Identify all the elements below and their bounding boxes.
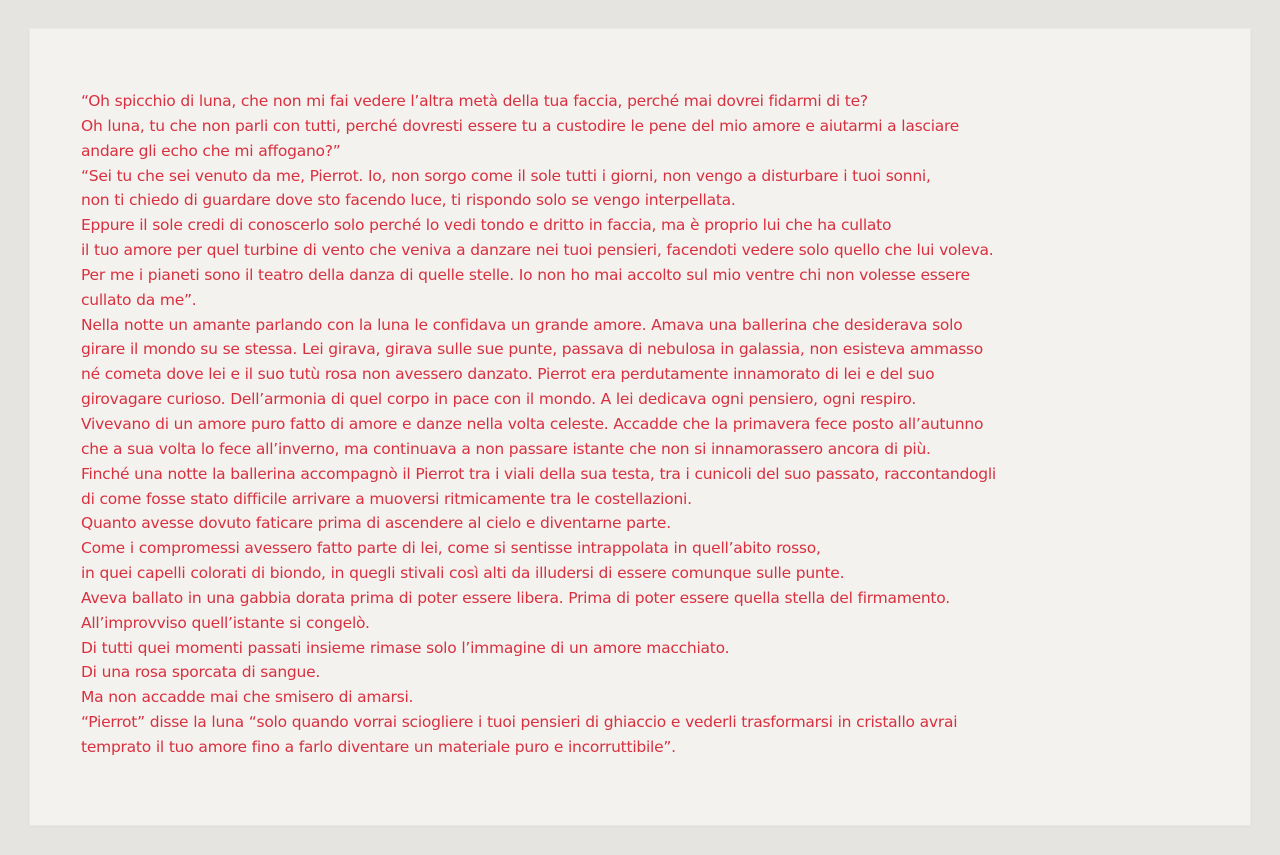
text-line: Quanto avesse dovuto faticare prima di ascendere al cielo e diventarne parte. <box>81 514 671 533</box>
text-line: Per me i pianeti sono il teatro della danza di quelle stelle. Io non ho mai accolto sul mio ventre chi non volesse essere <box>81 265 970 284</box>
text-line: Aveva ballato in una gabbia dorata prima di poter essere libera. Prima di poter essere quella stella del firmamento. <box>81 588 950 607</box>
text-line: temprato il tuo amore fino a farlo diventare un materiale puro e incorruttibile”. <box>81 737 676 756</box>
text-line: di come fosse stato difficile arrivare a muoversi ritmicamente tra le costellazioni. <box>81 489 692 508</box>
text-line: Ma non accadde mai che smisero di amarsi. <box>81 688 414 707</box>
text-line: “Oh spicchio di luna, che non mi fai vedere l’altra metà della tua faccia, perché mai dovrei fidarmi di te? <box>81 92 868 110</box>
text-line: Oh luna, tu che non parli con tutti, perché dovresti essere tu a custodire le pene del mio amore e aiutarmi a lasciare <box>81 116 960 135</box>
text-line: il tuo amore per quel turbine di vento che veniva a danzare nei tuoi pensieri, facendoti vedere solo quello che lui voleva. <box>81 241 994 260</box>
poem-text <box>81 89 1201 760</box>
text-line: andare gli echo che mi affogano?” <box>81 141 341 160</box>
text-line: Di tutti quei momenti passati insieme rimase solo l’immagine di un amore macchiato. <box>81 638 730 657</box>
text-line: Nella notte un amante parlando con la luna le confidava un grande amore. Amava una ballerina che desiderava solo <box>81 315 963 334</box>
text-line: All’improvviso quell’istante si congelò. <box>81 613 370 632</box>
text-line: non ti chiedo di guardare dove sto facendo luce, ti rispondo solo se vengo interpellata. <box>81 191 736 210</box>
text-line: girare il mondo su se stessa. Lei girava, girava sulle sue punte, passava di nebulosa in galassia, non esisteva ammasso <box>81 340 983 359</box>
paper-sheet <box>30 29 1250 825</box>
text-line: cullato da me”. <box>81 290 197 309</box>
text-line: né cometa dove lei e il suo tutù rosa non avessero danzato. Pierrot era perdutamente innamorato di lei e del suo <box>81 365 935 384</box>
text-line: “Pierrot” disse la luna “solo quando vorrai sciogliere i tuoi pensieri di ghiaccio e vederli trasformarsi in cristallo avrai <box>81 713 958 732</box>
text-line: girovagare curioso. Dell’armonia di quel corpo in pace con il mondo. A lei dedicava ogni pensiero, ogni respiro. <box>81 390 917 409</box>
text-line: Di una rosa sporcata di sangue. <box>81 663 321 682</box>
text-line: che a sua volta lo fece all’inverno, ma continuava a non passare istante che non si innamorassero ancora di più. <box>81 439 931 458</box>
text-line: Eppure il sole credi di conoscerlo solo perché lo vedi tondo e dritto in faccia, ma è proprio lui che ha cullato <box>81 216 892 235</box>
text-line: Vivevano di un amore puro fatto di amore e danze nella volta celeste. Accadde che la primavera fece posto all’autunno <box>81 414 984 433</box>
text-line: in quei capelli colorati di biondo, in quegli stivali così alti da illudersi di essere comunque sulle punte. <box>81 564 845 583</box>
text-line: “Sei tu che sei venuto da me, Pierrot. Io, non sorgo come il sole tutti i giorni, non vengo a disturbare i tuoi sonni, <box>81 166 931 185</box>
text-line: Finché una notte la ballerina accompagnò il Pierrot tra i viali della sua testa, tra i cunicoli del suo passato, raccontandogli <box>81 464 996 483</box>
text-line: Come i compromessi avessero fatto parte di lei, come si sentisse intrappolata in quell’abito rosso, <box>81 539 821 558</box>
